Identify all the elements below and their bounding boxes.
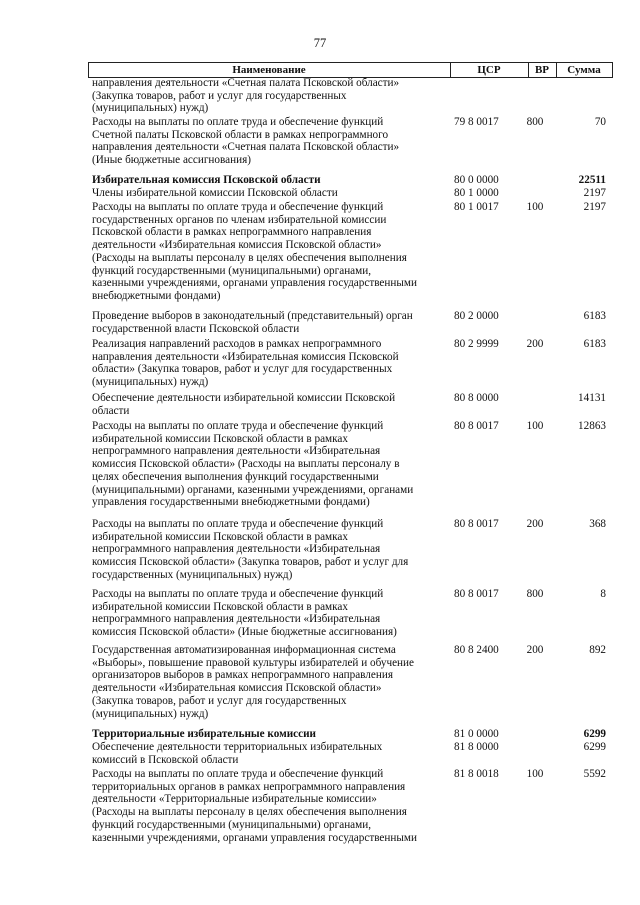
row-sum: 6299 bbox=[583, 741, 606, 753]
row-csr: 80 1 0017 bbox=[454, 201, 499, 213]
row-name: Обеспечение деятельности избирательной комиссии Псковской области bbox=[92, 392, 396, 417]
row-name: направления деятельности «Счетная палата Псковской области» (Закупка товаров, работ и услуг для государственных (муниципальных) нужд) bbox=[92, 77, 400, 115]
row-sum: 6183 bbox=[583, 310, 606, 322]
row-name: Обеспечение деятельности территориальных избирательных комиссий в Псковской области bbox=[92, 741, 383, 766]
row-sum: 2197 bbox=[583, 201, 606, 213]
row-vr: 100 bbox=[526, 201, 544, 213]
row-vr: 200 bbox=[526, 518, 544, 530]
row-csr: 80 8 2400 bbox=[454, 644, 499, 656]
row-name: Расходы на выплаты по оплате труда и обеспечение функций государственных органов по членам избирательной комиссии Псковской области в рамках непрограммного направления деятельности «Избирательная комиссия Псковской области» (Расходы на выплаты персоналу в целях обеспечения выполнения функций государственными (муниципальными) органами, казенными учреждениями, органами управления государственными внебюджетными фондами) bbox=[92, 201, 417, 302]
row-name: Расходы на выплаты по оплате труда и обеспечение функций Счетной палаты Псковской области в рамках непрограммного направления деятельности «Счетная палата Псковской области» (Иные бюджетные ассигнования) bbox=[92, 116, 400, 167]
row-sum: 70 bbox=[594, 116, 606, 128]
row-sum: 5592 bbox=[583, 768, 606, 780]
row-vr: 100 bbox=[526, 768, 544, 780]
column-divider-vr bbox=[528, 62, 529, 78]
row-csr: 81 8 0000 bbox=[454, 741, 499, 753]
row-csr: 80 8 0017 bbox=[454, 518, 499, 530]
row-sum: 368 bbox=[589, 518, 606, 530]
column-divider-csr bbox=[450, 62, 451, 78]
column-header-vr: ВР bbox=[534, 64, 550, 76]
row-name: Проведение выборов в законодательный (представительный) орган государственной власти Псковской области bbox=[92, 310, 413, 335]
column-header-name: Наименование bbox=[232, 64, 306, 76]
row-sum: 2197 bbox=[583, 187, 606, 199]
row-name: Государственная автоматизированная информационная система «Выборы», повышение правовой культуры избирателей и обучение организаторов выборов в рамках непрограммного направления деятельности «Избирательная комиссия Псковской области» (Закупка товаров, работ и услуг для государственных (муниципальных) нужд) bbox=[92, 644, 414, 720]
row-csr: 81 0 0000 bbox=[454, 728, 499, 740]
row-sum: 892 bbox=[589, 644, 606, 656]
table-border-right bbox=[612, 62, 613, 78]
row-name: Расходы на выплаты по оплате труда и обеспечение функций избирательной комиссии Псковской области в рамках непрограммного направления деятельности «Избирательная комиссия Псковской области» (Иные бюджетные ассигнования) bbox=[92, 588, 397, 639]
row-csr: 79 8 0017 bbox=[454, 116, 499, 128]
page-number: 77 bbox=[313, 36, 327, 50]
row-csr: 80 1 0000 bbox=[454, 187, 499, 199]
row-csr: 80 8 0000 bbox=[454, 392, 499, 404]
row-vr: 800 bbox=[526, 588, 544, 600]
row-name: Реализация направлений расходов в рамках непрограммного направления деятельности «Избирательная комиссия Псковской области» (Закупка товаров, работ и услуг для государственных (муниципальных) нужд) bbox=[92, 338, 399, 389]
row-name: Избирательная комиссия Псковской области bbox=[92, 174, 321, 186]
column-header-csr: ЦСР bbox=[477, 64, 501, 76]
row-sum: 6299 bbox=[583, 728, 606, 740]
row-name: Расходы на выплаты по оплате труда и обеспечение функций избирательной комиссии Псковской области в рамках непрограммного направления деятельности «Избирательная комиссия Псковской области» (Закупка товаров, работ и услуг для государственных (муниципальных) нужд) bbox=[92, 518, 409, 581]
row-vr: 200 bbox=[526, 644, 544, 656]
row-sum: 6183 bbox=[583, 338, 606, 350]
row-csr: 80 8 0017 bbox=[454, 420, 499, 432]
column-header-sum: Сумма bbox=[567, 64, 601, 76]
row-name: Расходы на выплаты по оплате труда и обеспечение функций избирательной комиссии Псковской области в рамках непрограммного направления деятельности «Избирательная комиссия Псковской области» (Расходы на выплаты персоналу в целях обеспечения выполнения функций государственными (муниципальными) органами, казенными учреждениями, органами управления государственными внебюджетными фондами) bbox=[92, 420, 414, 509]
row-sum: 12863 bbox=[578, 420, 606, 432]
row-name: Расходы на выплаты по оплате труда и обеспечение функций территориальных органов в рамках непрограммного направления деятельности «Территориальные избирательные комиссии» (Расходы на выплаты персоналу в целях обеспечения выполнения функций государственными (муниципальными) органами, казенными учреждениями, органами управления государственными bbox=[92, 768, 417, 844]
table-border-left bbox=[88, 62, 89, 78]
row-vr: 200 bbox=[526, 338, 544, 350]
row-csr: 80 2 0000 bbox=[454, 310, 499, 322]
table-header bbox=[88, 62, 612, 78]
row-vr: 100 bbox=[526, 420, 544, 432]
row-csr: 81 8 0018 bbox=[454, 768, 499, 780]
row-name: Члены избирательной комиссии Псковской области bbox=[92, 187, 338, 199]
row-csr: 80 2 9999 bbox=[454, 338, 499, 350]
column-divider-sum bbox=[556, 62, 557, 78]
row-csr: 80 8 0017 bbox=[454, 588, 499, 600]
row-sum: 22511 bbox=[578, 174, 606, 186]
row-sum: 14131 bbox=[578, 392, 606, 404]
row-name: Территориальные избирательные комиссии bbox=[92, 728, 317, 740]
row-csr: 80 0 0000 bbox=[454, 174, 499, 186]
row-vr: 800 bbox=[526, 116, 544, 128]
row-sum: 8 bbox=[600, 588, 606, 600]
